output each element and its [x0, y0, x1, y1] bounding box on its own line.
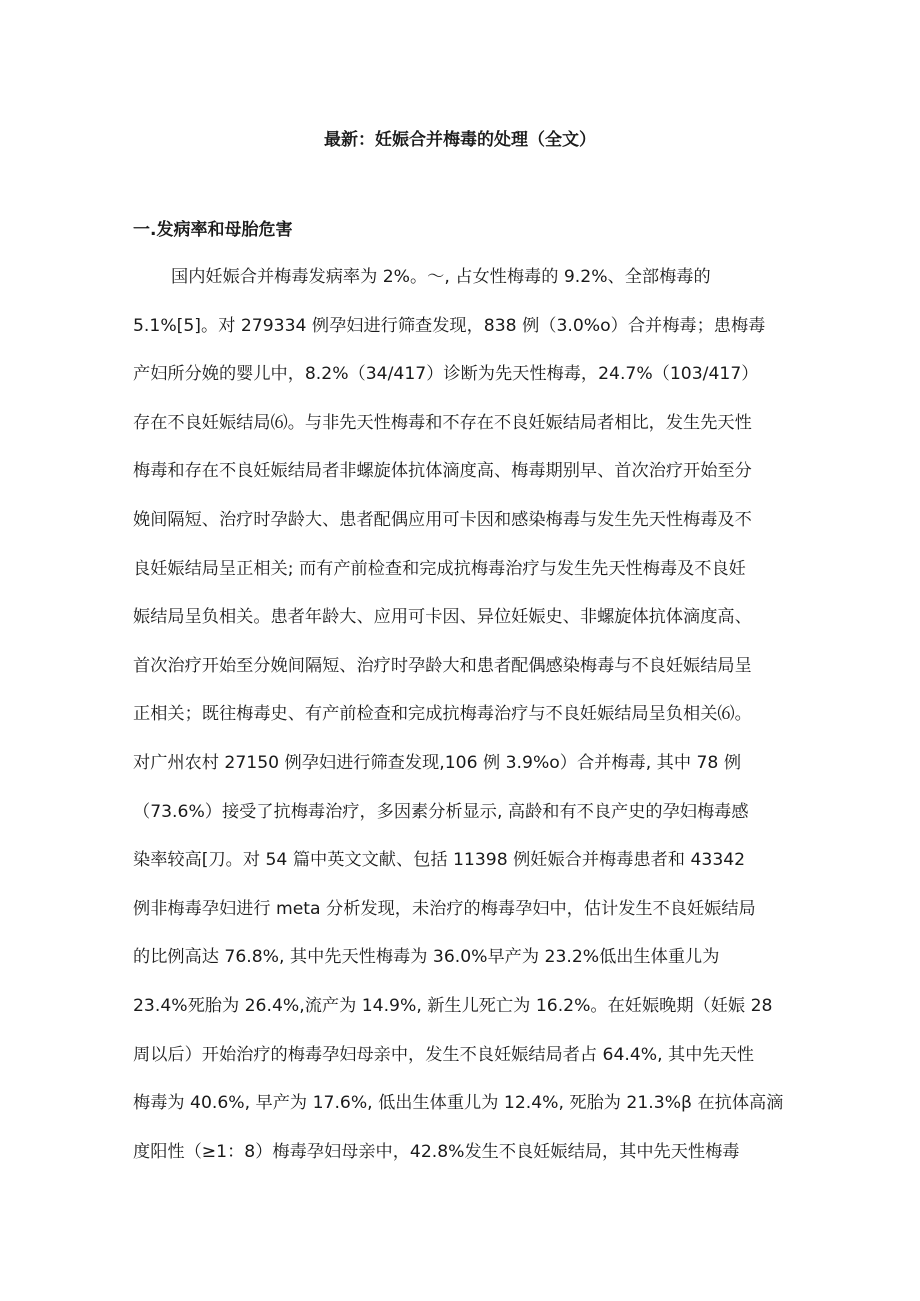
- paragraph-line: 首次治疗开始至分娩间隔短、治疗时孕龄大和患者配偶感染梅毒与不良妊娠结局呈: [133, 655, 752, 676]
- paragraph-line: 对广州农村 27150 例孕妇进行筛查发现,106 例 3.9%o）合并梅毒, 其中 78 例: [133, 752, 742, 773]
- body-paragraph: [133, 265, 813, 1188]
- paragraph-line: 国内妊娠合并梅毒发病率为 2%。～, 占女性梅毒的 9.2%、全部梅毒的: [171, 267, 711, 287]
- document-title: 最新：妊娠合并梅毒的处理（全文）: [324, 130, 596, 150]
- paragraph-line: 梅毒为 40.6%, 早产为 17.6%, 低出生体重儿为 12.4%, 死胎为 21.3%β 在抗体高滴: [133, 1093, 784, 1114]
- paragraph-line: 产妇所分娩的婴儿中，8.2%（34/417）诊断为先天性梅毒，24.7%（103/417）: [133, 364, 759, 385]
- paragraph-line: 染率较高[刀。对 54 篇中英文文献、包括 11398 例妊娠合并梅毒患者和 43342: [133, 850, 746, 871]
- paragraph-line: 例非梅毒孕妇进行 meta 分析发现，未治疗的梅毒孕妇中，估计发生不良妊娠结局: [133, 898, 756, 919]
- paragraph-line: 存在不良妊娠结局⑹。与非先天性梅毒和不存在不良妊娠结局者相比，发生先天性: [133, 412, 752, 433]
- paragraph-line: （73.6%）接受了抗梅毒治疗，多因素分析显示, 高龄和有不良产史的孕妇梅毒感: [133, 801, 749, 822]
- paragraph-line: 娩间隔短、治疗时孕龄大、患者配偶应用可卡因和感染梅毒与发生先天性梅毒及不: [133, 509, 752, 530]
- paragraph-line: 良妊娠结局呈正相关; 而有产前检查和完成抗梅毒治疗与发生先天性梅毒及不良妊: [133, 558, 746, 579]
- paragraph-line: 周以后）开始治疗的梅毒孕妇母亲中，发生不良妊娠结局者占 64.4%, 其中先天性: [133, 1044, 754, 1065]
- paragraph-line: 的比例高达 76.8%, 其中先天性梅毒为 36.0%早产为 23.2%低出生体重儿为: [133, 947, 720, 968]
- paragraph-line: 5.1%[5]。对 279334 例孕妇进行筛查发现，838 例（3.0%o）合并梅毒；患梅毒: [133, 315, 766, 336]
- paragraph-line: 23.4%死胎为 26.4%,流产为 14.9%, 新生儿死亡为 16.2%。在妊娠晚期（妊娠 28: [133, 995, 773, 1016]
- paragraph-line: 度阳性（≥1：8）梅毒孕妇母亲中，42.8%发生不良妊娠结局，其中先天性梅毒: [133, 1141, 740, 1162]
- section-heading: 一.发病率和母胎危害: [133, 220, 293, 240]
- paragraph-line: 正相关；既往梅毒史、有产前检查和完成抗梅毒治疗与不良妊娠结局呈负相关⑹。: [133, 704, 752, 725]
- paragraph-line: 娠结局呈负相关。患者年龄大、应用可卡因、异位妊娠史、非螺旋体抗体滴度高、: [133, 607, 752, 628]
- paragraph-line: 梅毒和存在不良妊娠结局者非螺旋体抗体滴度高、梅毒期别早、首次治疗开始至分: [133, 461, 752, 482]
